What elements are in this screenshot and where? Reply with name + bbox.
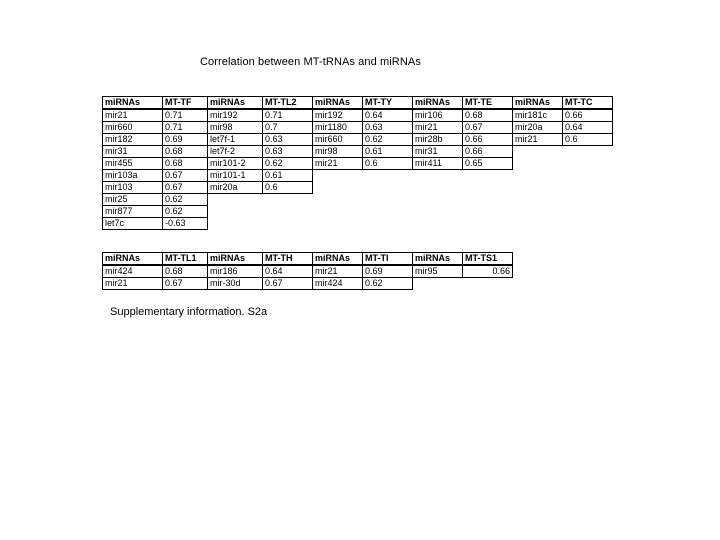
correlation-value-cell: 0.62 [163, 194, 208, 206]
mirna-cell: mir21 [313, 158, 363, 170]
mirna-cell: let7f-2 [208, 146, 263, 158]
mirna-cell: mir21 [103, 109, 163, 122]
column-header: MT-TY [363, 97, 413, 110]
correlation-value-cell: 0.68 [163, 158, 208, 170]
column-header: miRNAs [103, 253, 163, 266]
table-row [103, 109, 613, 122]
mirna-cell: mir186 [208, 265, 263, 278]
correlation-value-cell [563, 158, 613, 170]
column-header: miRNAs [413, 97, 463, 110]
mirna-cell [208, 218, 263, 230]
table-row [103, 278, 513, 290]
mirna-cell [313, 194, 363, 206]
column-header: MT-TL1 [163, 253, 208, 266]
mirna-cell: mir1180 [313, 122, 363, 134]
correlation-table-2 [102, 252, 513, 290]
mirna-cell: mir660 [313, 134, 363, 146]
column-header: miRNAs [313, 253, 363, 266]
mirna-cell: mir101-1 [208, 170, 263, 182]
column-header: miRNAs [313, 97, 363, 110]
correlation-value-cell [463, 182, 513, 194]
mirna-cell: mir182 [103, 134, 163, 146]
mirna-cell: mir95 [413, 265, 463, 278]
mirna-cell [313, 206, 363, 218]
table-row [103, 146, 613, 158]
correlation-value-cell: 0.66 [463, 134, 513, 146]
table-row [103, 182, 613, 194]
correlation-value-cell [463, 206, 513, 218]
column-header: miRNAs [103, 97, 163, 110]
correlation-value-cell: 0.66 [463, 146, 513, 158]
mirna-cell: mir192 [313, 109, 363, 122]
mirna-cell [513, 146, 563, 158]
column-header: MT-TF [163, 97, 208, 110]
correlation-value-cell [463, 278, 513, 290]
mirna-cell: mir98 [313, 146, 363, 158]
correlation-value-cell: 0.6 [263, 182, 313, 194]
correlation-value-cell: 0.61 [363, 146, 413, 158]
correlation-value-cell: 0.67 [163, 278, 208, 290]
column-header: MT-TI [363, 253, 413, 266]
table-row [103, 170, 613, 182]
correlation-value-cell: 0.66 [463, 265, 513, 278]
correlation-value-cell [563, 146, 613, 158]
correlation-value-cell [563, 182, 613, 194]
correlation-value-cell [363, 170, 413, 182]
table-row [103, 122, 613, 134]
mirna-cell [313, 170, 363, 182]
correlation-value-cell [263, 218, 313, 230]
correlation-value-cell: 0.62 [363, 134, 413, 146]
column-header: MT-TH [263, 253, 313, 266]
column-header: miRNAs [208, 97, 263, 110]
correlation-value-cell [263, 194, 313, 206]
correlation-value-cell: 0.71 [263, 109, 313, 122]
correlation-value-cell: 0.7 [263, 122, 313, 134]
correlation-value-cell [463, 194, 513, 206]
correlation-value-cell [363, 218, 413, 230]
correlation-value-cell [363, 182, 413, 194]
mirna-cell [413, 218, 463, 230]
table-row [103, 134, 613, 146]
mirna-cell [208, 194, 263, 206]
mirna-cell: mir877 [103, 206, 163, 218]
correlation-value-cell: 0.62 [363, 278, 413, 290]
correlation-value-cell: 0.71 [163, 109, 208, 122]
mirna-cell: mir-30d [208, 278, 263, 290]
correlation-value-cell: 0.66 [563, 109, 613, 122]
correlation-value-cell [563, 194, 613, 206]
correlation-value-cell: 0.62 [163, 206, 208, 218]
correlation-value-cell: 0.67 [463, 122, 513, 134]
correlation-value-cell: 0.69 [363, 265, 413, 278]
correlation-value-cell: 0.65 [463, 158, 513, 170]
mirna-cell: mir192 [208, 109, 263, 122]
mirna-cell: mir28b [413, 134, 463, 146]
mirna-cell: mir455 [103, 158, 163, 170]
correlation-value-cell: 0.6 [563, 134, 613, 146]
mirna-cell [413, 206, 463, 218]
correlation-value-cell: 0.68 [163, 265, 208, 278]
mirna-cell [313, 182, 363, 194]
mirna-cell [413, 182, 463, 194]
mirna-cell: mir21 [313, 265, 363, 278]
correlation-value-cell [563, 170, 613, 182]
mirna-cell [513, 206, 563, 218]
mirna-cell: mir20a [208, 182, 263, 194]
mirna-cell [513, 194, 563, 206]
table-row [103, 218, 613, 230]
mirna-cell: mir21 [103, 278, 163, 290]
correlation-value-cell: 0.67 [263, 278, 313, 290]
correlation-value-cell [363, 206, 413, 218]
mirna-cell: mir20a [513, 122, 563, 134]
mirna-cell: mir21 [513, 134, 563, 146]
correlation-value-cell: 0.64 [563, 122, 613, 134]
mirna-cell: mir25 [103, 194, 163, 206]
column-header: miRNAs [513, 97, 563, 110]
correlation-value-cell [263, 206, 313, 218]
table-row [103, 194, 613, 206]
table-row [103, 265, 513, 278]
mirna-cell [208, 206, 263, 218]
mirna-cell: mir103 [103, 182, 163, 194]
mirna-cell [313, 218, 363, 230]
column-header: MT-TS1 [463, 253, 513, 266]
mirna-cell [513, 218, 563, 230]
mirna-cell: mir21 [413, 122, 463, 134]
mirna-cell: mir106 [413, 109, 463, 122]
correlation-value-cell: 0.62 [263, 158, 313, 170]
column-header: MT-TL2 [263, 97, 313, 110]
correlation-value-cell: 0.67 [163, 170, 208, 182]
column-header: miRNAs [413, 253, 463, 266]
table-row [103, 206, 613, 218]
mirna-cell: mir424 [313, 278, 363, 290]
mirna-cell [513, 158, 563, 170]
correlation-value-cell: 0.67 [163, 182, 208, 194]
page-title: Correlation between MT-tRNAs and miRNAs [200, 56, 421, 68]
correlation-table-1 [102, 96, 613, 230]
correlation-value-cell: 0.69 [163, 134, 208, 146]
correlation-value-cell: 0.64 [263, 265, 313, 278]
mirna-cell: let7c [103, 218, 163, 230]
mirna-cell: mir411 [413, 158, 463, 170]
correlation-value-cell: 0.63 [263, 134, 313, 146]
correlation-value-cell [563, 218, 613, 230]
mirna-cell [413, 170, 463, 182]
mirna-cell [513, 182, 563, 194]
mirna-cell: mir103a [103, 170, 163, 182]
correlation-value-cell: 0.64 [363, 109, 413, 122]
mirna-cell: let7f-1 [208, 134, 263, 146]
correlation-value-cell: 0.71 [163, 122, 208, 134]
column-header: miRNAs [208, 253, 263, 266]
correlation-value-cell: 0.63 [263, 146, 313, 158]
mirna-cell [413, 194, 463, 206]
mirna-cell: mir31 [413, 146, 463, 158]
mirna-cell [513, 170, 563, 182]
column-header: MT-TE [463, 97, 513, 110]
mirna-cell: mir660 [103, 122, 163, 134]
correlation-value-cell [363, 194, 413, 206]
correlation-value-cell [463, 170, 513, 182]
correlation-value-cell: 0.68 [163, 146, 208, 158]
correlation-value-cell: 0.61 [263, 170, 313, 182]
mirna-cell: mir101-2 [208, 158, 263, 170]
mirna-cell: mir181c [513, 109, 563, 122]
mirna-cell [413, 278, 463, 290]
column-header: MT-TC [563, 97, 613, 110]
correlation-value-cell [463, 218, 513, 230]
caption: Supplementary information. S2a [110, 306, 268, 318]
mirna-cell: mir98 [208, 122, 263, 134]
table-row [103, 158, 613, 170]
mirna-cell: mir424 [103, 265, 163, 278]
correlation-value-cell: -0.63 [163, 218, 208, 230]
mirna-cell: mir31 [103, 146, 163, 158]
correlation-value-cell [563, 206, 613, 218]
correlation-value-cell: 0.68 [463, 109, 513, 122]
header-row [103, 253, 513, 266]
correlation-value-cell: 0.63 [363, 122, 413, 134]
header-row [103, 97, 613, 110]
correlation-value-cell: 0.6 [363, 158, 413, 170]
